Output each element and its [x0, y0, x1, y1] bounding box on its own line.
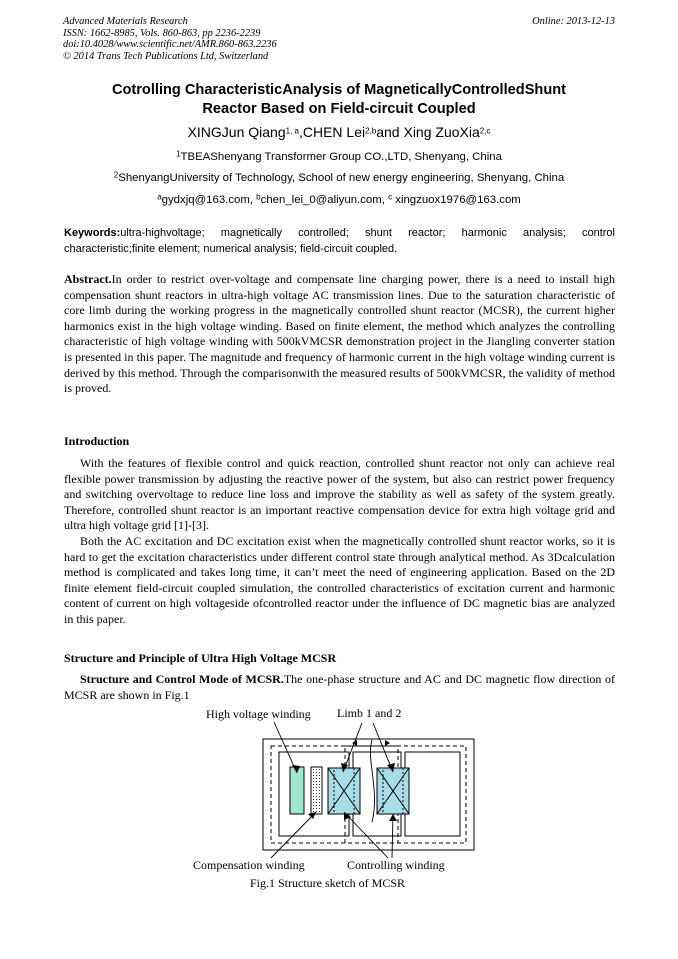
leader-ctrl	[344, 812, 393, 858]
email-a-sup: a	[157, 192, 162, 202]
leader-limb	[343, 723, 393, 772]
affiliation-1-text: TBEAShenyang Transformer Group CO.,LTD, Shenyang, China	[180, 151, 502, 163]
email-c-sup: c	[388, 192, 393, 202]
flux-arrow-2	[385, 740, 390, 746]
author-1: XINGJun Qiang	[187, 124, 286, 140]
email-c: xingzuox1976@163.com	[392, 194, 521, 206]
high-voltage-winding	[290, 767, 304, 814]
intro-paragraph-2: Both the AC excitation and DC excitation exist when the magnetically controlled shunt reactor works, so it is hard to get the excitation characteristics under different control state through analytical method. As 3Dcalculation method is complicated and takes long time, it can’t meet the need of engineering application. Based on the 2D finite element field-circuit coupled simulation, the controlled characteristics of excitation current and harmonic content of current on high voltageside ofcontrolled reactor under the influence of DC magnetic bias are analyzed in this paper.	[64, 534, 615, 626]
intro-heading: Introduction	[64, 434, 130, 448]
label-limb: Limb 1 and 2	[337, 706, 402, 720]
affiliation-2-sup: 2	[113, 170, 119, 180]
arrow-ctrl-2	[389, 814, 397, 821]
email-b-sup: b	[256, 192, 261, 202]
email-b: chen_lei_0@aliyun.com,	[260, 194, 389, 206]
intro-paragraph-1: With the features of flexible control and quick reaction, controlled shunt reactor not only can achieve real flexible power transmission by adjusting the reactive power of the system, but also can restrict power frequency and switching overvoltage to reduce line loss and improve the stability as well as safety of the system greatly. Therefore, controlled shunt reactor is an important reactive compensation device for extra high voltage grid and ultra high voltage grid [1]-[3].	[64, 456, 615, 533]
section-2-text: The one-phase structure and AC and DC magnetic flow direction of MCSR are shown in Fig.1	[64, 672, 615, 702]
section-2-heading: Structure and Principle of Ultra High Voltage MCSR	[64, 651, 337, 665]
abstract-label: Abstract.	[64, 272, 112, 286]
compensation-winding	[311, 767, 322, 814]
right-window	[405, 752, 460, 836]
keywords-label: Keywords:	[64, 227, 121, 239]
abstract-text: In order to restrict over-voltage and compensate line charging power, there is a need to install high compensation shunt reactors in ultra-high voltage AC transmission lines. Due to the saturation characteristic of core limb during the working progress in the magnetically controlled shunt reactor (MCSR), the current higher harmonics exist in the high voltage winding. Based on finite element, the method which analyzes the controlling characteristic of high voltage winding with 500kVMCSR demonstration project in the Jiangling converter station is presented in this paper. The magnitude and frequency of harmonic current in the high voltage winding current is derived by this method. Through the comparisonwith the measured results of 500kVMCSR, the validity of method is proved.	[64, 272, 615, 396]
figure-caption: Fig.1 Structure sketch of MCSR	[250, 876, 405, 890]
author-1-sup: 1, a	[285, 126, 299, 136]
journal-name: Advanced Materials Research	[63, 16, 188, 27]
email-a: gydxjq@163.com,	[161, 194, 257, 206]
section-2-subheading: Structure and Control Mode of MCSR.	[80, 672, 284, 686]
author-3: and Xing ZuoXia	[376, 124, 480, 140]
author-3-sup: 2,c	[479, 126, 491, 136]
label-controlling-winding: Controlling winding	[347, 858, 445, 872]
flux-arrow-1	[352, 740, 357, 746]
arrow-comp	[308, 812, 316, 819]
leader-comp	[271, 812, 316, 858]
affiliation-1-sup: 1	[176, 149, 181, 159]
online-date: Online: 2013-12-13	[532, 16, 615, 27]
title-line-2: Reactor Based on Field-circuit Coupled	[202, 100, 476, 117]
affiliation-2-text: ShenyangUniversity of Technology, School of new energy engineering, Shenyang, China	[118, 172, 565, 184]
issn: ISSN: 1662-8985, Vols. 860-863, pp 2236-2239	[63, 27, 261, 39]
author-2: ,CHEN Lei	[298, 124, 366, 140]
label-compensation-winding: Compensation winding	[193, 858, 305, 872]
author-2-sup: 2,b	[365, 126, 377, 136]
title-line-1: Cotrolling CharacteristicAnalysis of MagneticallyControlledShunt	[111, 82, 567, 98]
keywords-text: ultra-highvoltage; magnetically controlled; shunt reactor; harmonic analysis; control characteristic;finite element; numerical analysis; field-circuit coupled.	[64, 227, 615, 255]
doi: doi:10.4028/www.scientific.net/AMR.860-863.2236	[63, 39, 277, 51]
copyright: © 2014 Trans Tech Publications Ltd, Switzerland	[63, 50, 269, 62]
label-high-voltage-winding: High voltage winding	[206, 707, 311, 721]
